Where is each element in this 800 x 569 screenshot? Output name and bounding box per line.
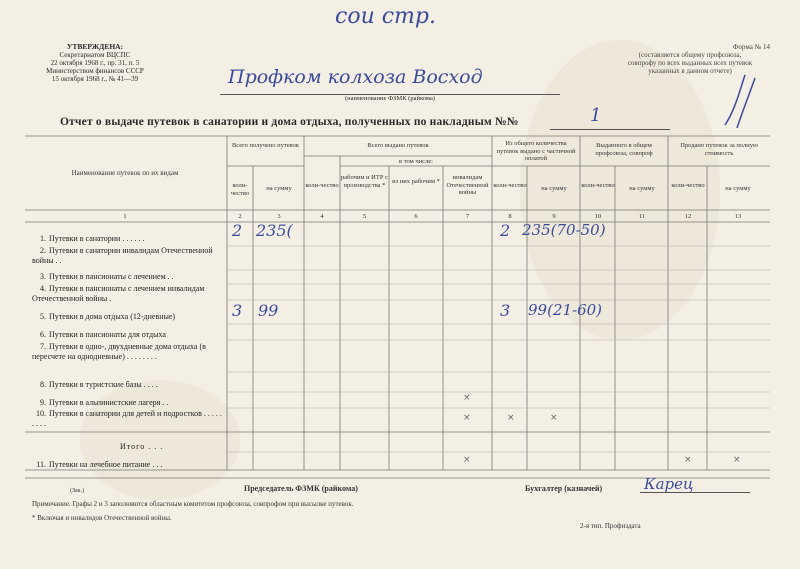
header-in-that-number: в том числе: <box>399 158 433 165</box>
col-number: 5 <box>362 213 367 220</box>
header-sum: на сумму <box>266 185 292 192</box>
header-sum: на сумму <box>629 185 655 192</box>
form-number: Форма № 14 <box>732 43 770 51</box>
col-number: 1 <box>123 213 127 220</box>
r5-partial-qty: 3 <box>500 301 511 320</box>
organization-handwritten: Профком колхоза Восход <box>228 66 483 88</box>
footer-note: Примечание. Графы 2 и 3 заполняются областным комитетом профсоюза, совпрофом при высылке путевок. <box>32 500 354 508</box>
accountant-signature: Карец <box>644 475 694 493</box>
approval-line: 15 октября 1968 г., № 41—39 <box>51 75 139 83</box>
header-qty: коли-чество <box>230 182 250 197</box>
col-number: 7 <box>465 213 470 220</box>
table-row-label: 7. Путевки в одно-, двухдневные дома отдыха (в пересчете на однодневные) . . . . . . . . <box>32 342 206 361</box>
form-info-line: совпрофу по всех выданных всех путевок <box>627 59 753 67</box>
header-sum: на сумму <box>541 185 567 192</box>
r1-qty: 2 <box>232 221 243 240</box>
cross-mark: × <box>463 455 471 465</box>
header-qty: коли-чество <box>581 182 615 189</box>
col-number: 4 <box>320 213 324 220</box>
footnote: * Включая и инвалидов Отечественной войны. <box>32 514 172 522</box>
organization-caption: (наименование ФЗМК (райкома) <box>344 95 436 102</box>
table-row-label: 3. Путевки в пансионаты с лечением . . <box>40 272 174 281</box>
header-qty: коли-чество <box>305 182 339 189</box>
table-row-label: 10. Путевки в санатории для детей и подростков . . . . . . . . . <box>32 409 222 428</box>
table-row-label: 6. Путевки в пансионаты для отдыха <box>40 330 166 339</box>
header-qty: коли-чество <box>493 182 527 189</box>
cross-mark: × <box>733 455 741 465</box>
col-number: 3 <box>277 213 281 220</box>
accountant-signature-line <box>640 492 750 493</box>
chairman-signature-label: Председатель ФЗМК (райкома) <box>244 484 358 493</box>
form-info-line: указанных в данном отчете) <box>648 67 732 75</box>
approval-line: Секретариатом ВЦСПС <box>59 51 131 59</box>
header-received: Всего получено путевок <box>231 142 300 149</box>
header-free: Выданного в общем профсоюза, совпроф <box>595 142 653 157</box>
col-number: 10 <box>594 213 602 220</box>
header-sum: на сумму <box>725 185 751 192</box>
report-title: Отчет о выдаче путевок в санатории и дома отдыха, полученных по накладным №№ <box>60 116 519 128</box>
form-info-line: (составляется общему профсоюза, <box>638 51 742 59</box>
approval-line: 22 октября 1968 г., пр. 31, п. 5 <box>50 59 140 67</box>
table-row-label: 2. Путевки в санатории инвалидам Отечественной войны . . <box>32 246 213 265</box>
table-row-label: 4. Путевки в пансионаты с лечением инвалидам Отечественной войны . <box>32 284 205 303</box>
top-handwritten-note: сои стр. <box>335 4 436 29</box>
cross-mark: × <box>507 413 515 423</box>
table-row-label: 1. Путевки в санатории . . . . . . <box>40 234 145 243</box>
header-partial: Из общего количества путевок выдано с частичной оплатой <box>496 140 576 162</box>
printer-info: 2-я тип. Профиздата <box>580 522 641 530</box>
header-workers: из них рабочим * <box>392 178 440 185</box>
approval-line: Министерством финансов СССР <box>46 67 144 75</box>
header-issued: Всего выдано путевок <box>367 142 429 149</box>
cross-mark: × <box>463 393 471 403</box>
table-row-label: 8. Путевки в туристские базы . . . . <box>40 380 158 389</box>
r5-qty: 3 <box>232 301 243 320</box>
col-number: 6 <box>414 213 418 220</box>
r1-sum: 235( <box>256 221 293 240</box>
report-number: 1 <box>590 105 602 126</box>
r5-partial-sum: 99(21-60) <box>528 301 603 319</box>
col-number: 11 <box>638 213 646 220</box>
col-number: 9 <box>552 213 556 220</box>
stamp-note: (Зак.) <box>70 488 85 494</box>
accountant-signature-label: Бухгалтер (казначей) <box>525 484 603 493</box>
r1-partial-qty: 2 <box>500 221 511 240</box>
header-workers-itr: рабочим и ИТР с производства * <box>341 174 388 189</box>
header-full-price: Продано путевок за полную стоимость <box>680 142 758 157</box>
approval-heading: УТВЕРЖДЕНА: <box>66 42 124 51</box>
r5-sum: 99 <box>258 301 279 320</box>
header-col-names: Наименование путевок по их видам <box>71 169 179 177</box>
col-number: 13 <box>734 213 742 220</box>
table-row-label: 5. Путевки в дома отдыха (12-дневные) <box>40 312 176 321</box>
cross-mark: × <box>550 413 558 423</box>
cross-mark: × <box>684 455 692 465</box>
table-row-label: 11. Путевки на лечебное питание . . . <box>36 460 163 469</box>
cross-mark: × <box>463 413 471 423</box>
col-number: 2 <box>238 213 242 220</box>
table-row-label: 9. Путевки в альпинистские лагеря . . <box>40 398 169 407</box>
r1-partial-sum: 235(70-50) <box>522 221 606 239</box>
header-invalids: инвалидам Отечественной войны <box>446 174 489 196</box>
col-number: 12 <box>684 213 692 220</box>
header-qty: коли-чество <box>671 182 705 189</box>
col-number: 8 <box>508 213 512 220</box>
total-row-label: Итого . . . <box>120 442 164 451</box>
